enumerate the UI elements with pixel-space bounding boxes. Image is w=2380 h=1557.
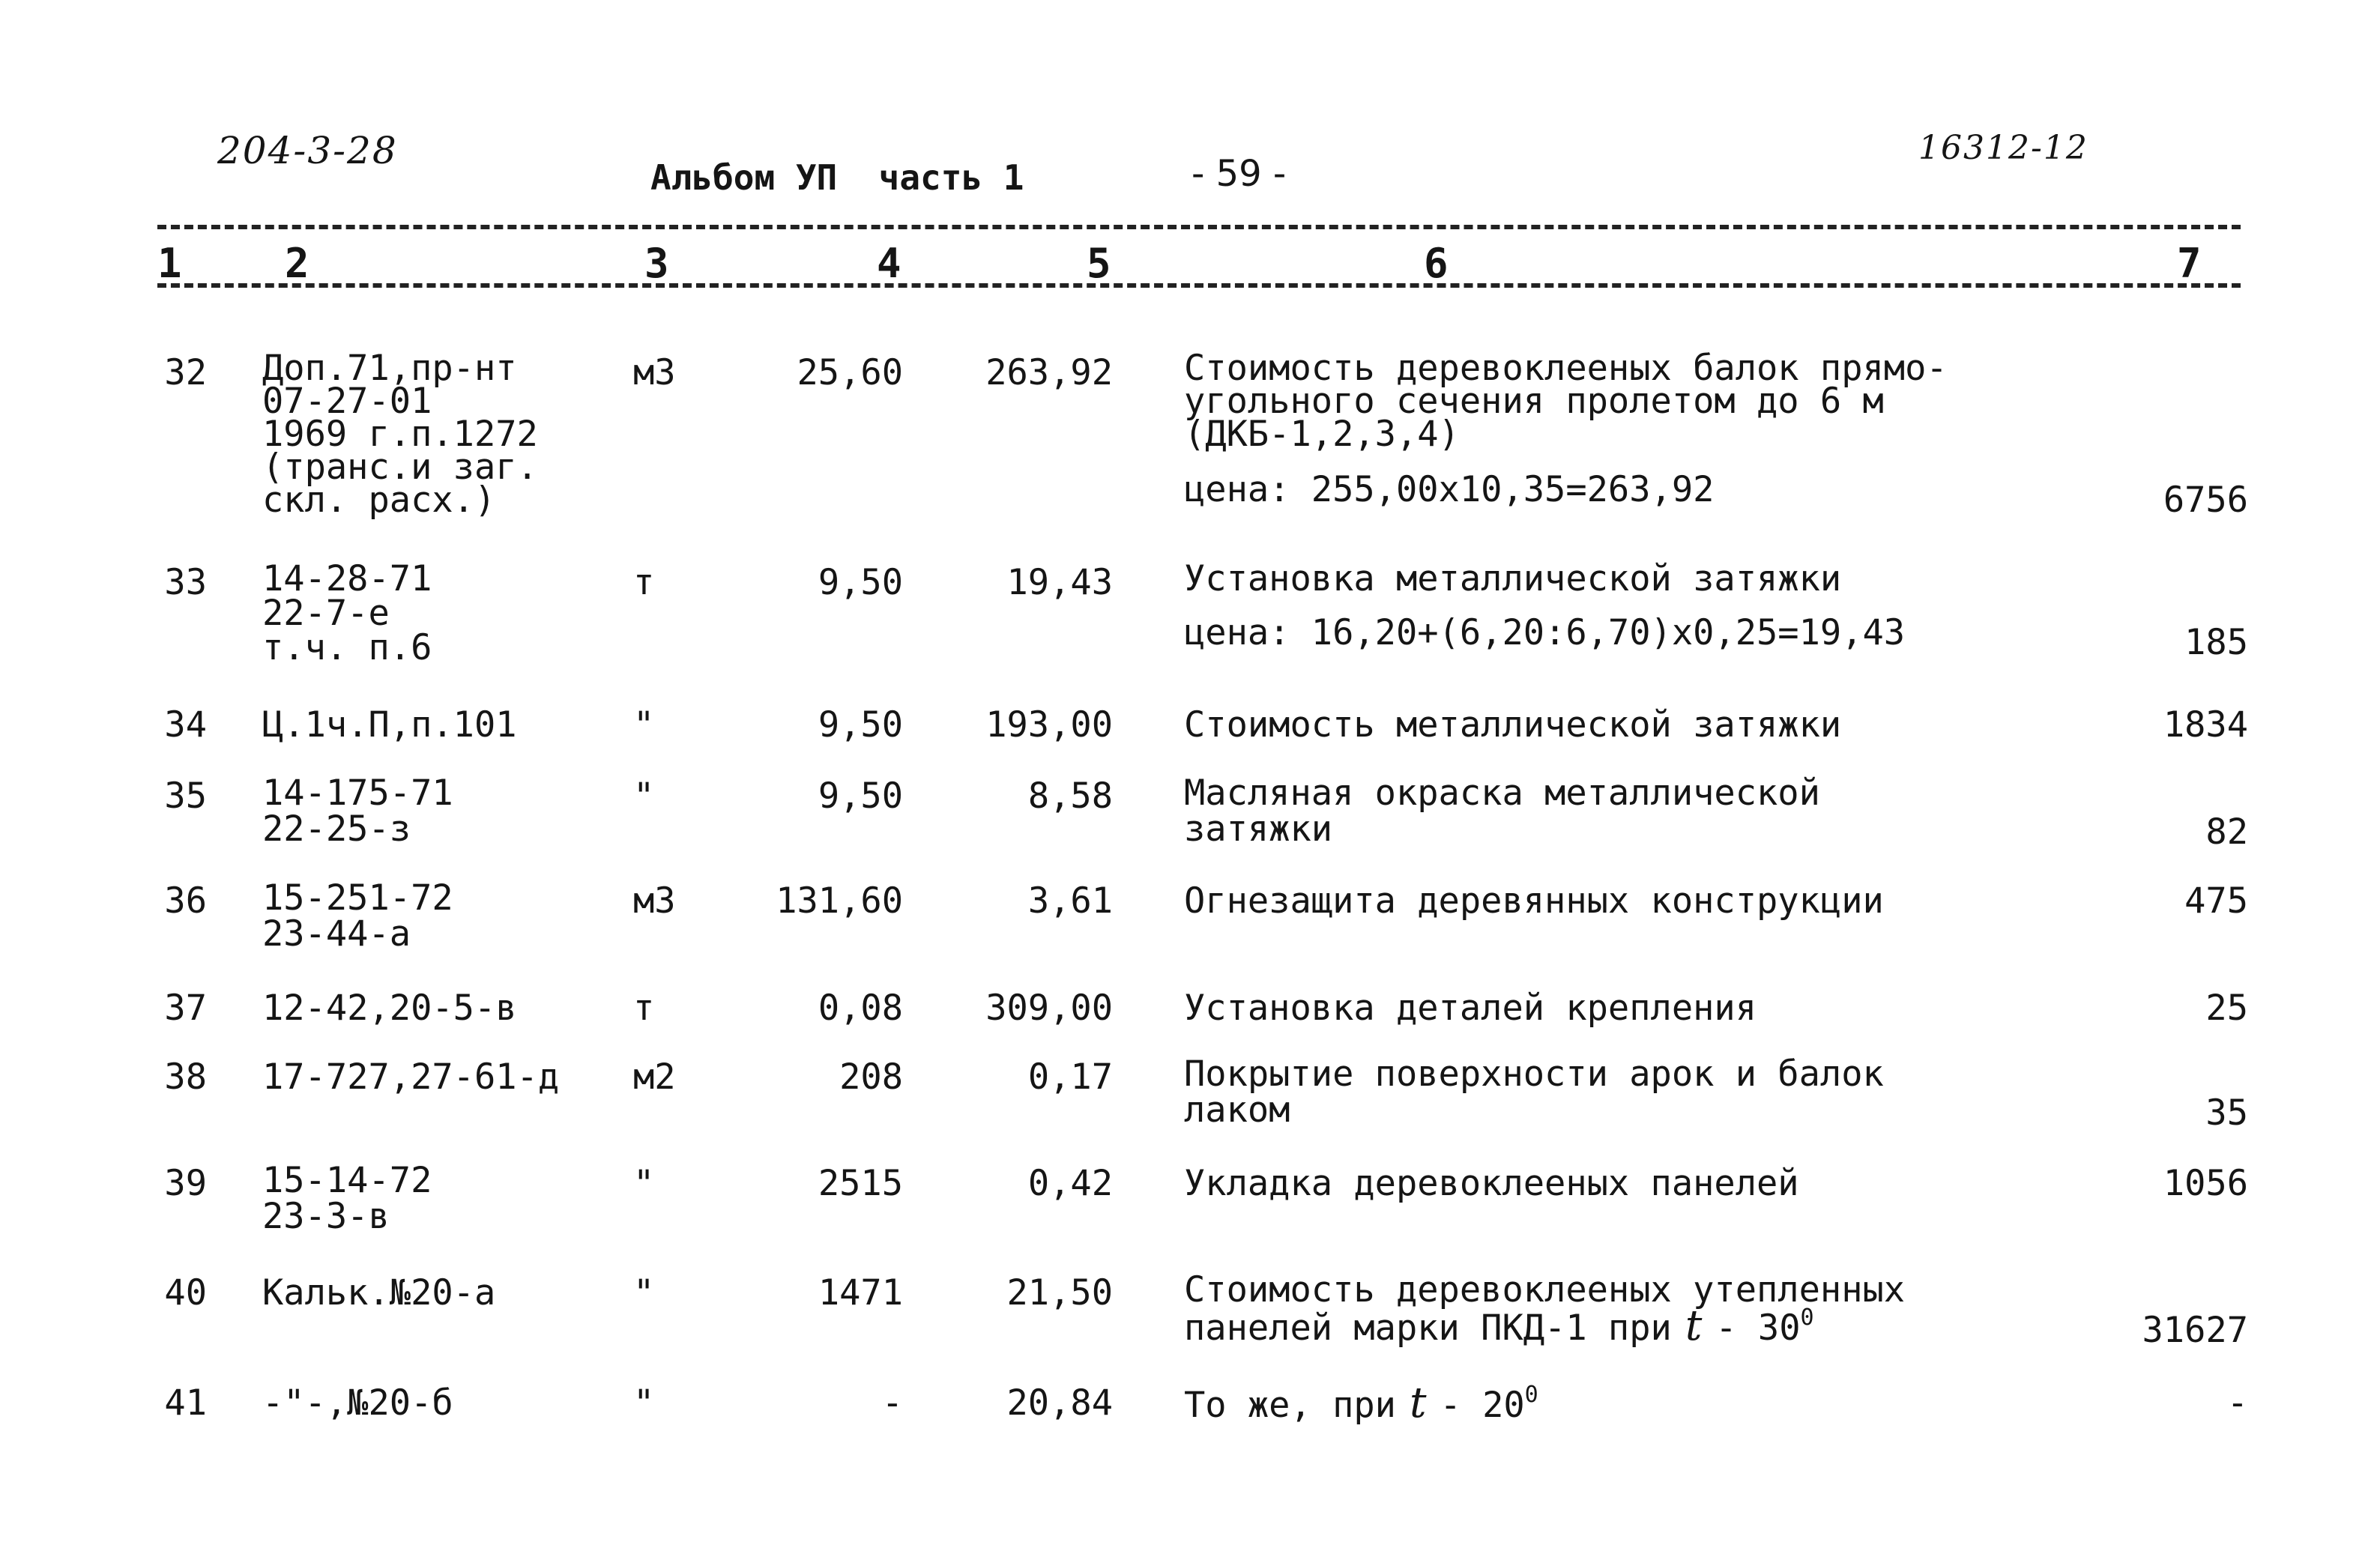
row-unit-price: 3,61 — [1027, 880, 1113, 922]
row-quantity: 9,50 — [818, 776, 903, 817]
row-description: То же, при t - $20^0$ — [1184, 1379, 1538, 1427]
row-number: 36 — [164, 880, 207, 922]
row-reference: Кальк.№20-а — [262, 1272, 496, 1313]
row-unit: т — [633, 562, 655, 603]
row-unit: м2 — [633, 1056, 676, 1098]
row-total: 35 — [2205, 1092, 2248, 1134]
row-reference: 15-251-72 23-44-а — [262, 877, 453, 955]
header-rule-top — [157, 225, 2241, 229]
row-number: 40 — [164, 1272, 207, 1313]
row-reference: 15-14-72 23-3-в — [262, 1160, 432, 1237]
row-total: 475 — [2184, 880, 2248, 922]
row-unit: т — [633, 988, 655, 1029]
row-number: 37 — [164, 988, 207, 1029]
row-reference: Ц.1ч.П,п.101 — [262, 704, 517, 746]
row-reference: 14-175-71 22-25-з — [262, 773, 453, 850]
temperature-symbol: t — [1685, 1301, 1703, 1350]
row-unit-price: 0,42 — [1027, 1163, 1113, 1204]
row-unit: " — [633, 704, 655, 746]
row-number: 41 — [164, 1382, 207, 1424]
document-code: 204-3-28 — [217, 129, 398, 172]
row-total: 6756 — [2163, 480, 2248, 521]
row-quantity: 9,50 — [818, 562, 903, 603]
row-number: 35 — [164, 776, 207, 817]
column-number-4: 4 — [877, 240, 901, 287]
row-total: 31627 — [2142, 1310, 2248, 1351]
row-unit-price: 8,58 — [1027, 776, 1113, 817]
row-description: Стоимость деревоклееных балок прямо- угольного сечения пролетом до 6 м (ДКБ-1,2,3,4) цена: 255,00х10,35=263,92 — [1184, 348, 1948, 510]
row-unit-price: 0,17 — [1027, 1056, 1113, 1098]
row-unit: " — [633, 776, 655, 817]
row-unit-price: 20,84 — [1006, 1382, 1113, 1424]
temperature-symbol: t — [1409, 1379, 1427, 1427]
row-description: Укладка деревоклееных панелей — [1184, 1163, 1799, 1204]
row-number: 39 — [164, 1163, 207, 1204]
row-quantity: 1471 — [818, 1272, 903, 1313]
row-quantity: 131,60 — [776, 880, 903, 922]
row-description: Масляная окраска металлической затяжки — [1184, 773, 1820, 850]
page-number: - 59 - — [1191, 153, 1287, 195]
row-description: Установка деталей крепления — [1184, 988, 1757, 1029]
row-number: 33 — [164, 562, 207, 603]
row-unit-price: 19,43 — [1006, 562, 1113, 603]
column-number-1: 1 — [157, 240, 182, 287]
column-number-7: 7 — [2177, 240, 2202, 287]
row-number: 38 — [164, 1056, 207, 1098]
row-unit-price: 263,92 — [985, 352, 1113, 393]
row-quantity: 25,60 — [797, 352, 903, 393]
row-unit-price: 21,50 — [1006, 1272, 1113, 1313]
row-quantity: 208 — [839, 1056, 903, 1098]
column-number-6: 6 — [1424, 240, 1449, 287]
row-description: Огнезащита деревянных конструкции — [1184, 880, 1884, 922]
row-unit-price: 309,00 — [985, 988, 1113, 1029]
row-total: 25 — [2205, 988, 2248, 1029]
row-description: Стоимость металлической затяжки — [1184, 704, 1842, 746]
row-total: 1834 — [2163, 704, 2248, 746]
row-description: Установка металлической затяжки цена: 16,20+(6,20:6,70)х0,25=19,43 — [1184, 558, 1906, 653]
row-description: Покрытие поверхности арок и балок лаком — [1184, 1053, 1884, 1131]
row-reference: 14-28-71 22-7-е т.ч. п.6 — [262, 558, 432, 668]
row-number: 32 — [164, 352, 207, 393]
header-rule-bottom — [157, 283, 2241, 288]
column-number-3: 3 — [644, 240, 669, 287]
column-number-5: 5 — [1087, 240, 1111, 287]
row-reference: Доп.71,пр-нт 07-27-01 1969 г.п.1272 (транс.и заг. скл. расх.) — [262, 348, 538, 521]
row-number: 34 — [164, 704, 207, 746]
row-quantity: - — [881, 1382, 903, 1424]
row-quantity: 0,08 — [818, 988, 903, 1029]
row-total: 82 — [2205, 811, 2248, 853]
row-description: Стоимость деревоклееных утепленных панелей марки ПКД-1 при t - $30^0$ — [1184, 1269, 1906, 1350]
column-number-2: 2 — [285, 240, 309, 287]
row-unit: м3 — [633, 880, 676, 922]
row-unit: м3 — [633, 352, 676, 393]
row-reference: 12-42,20-5-в — [262, 988, 517, 1029]
row-total: 185 — [2184, 622, 2248, 663]
row-unit: " — [633, 1163, 655, 1204]
row-unit: " — [633, 1382, 655, 1424]
row-quantity: 2515 — [818, 1163, 903, 1204]
row-total: - — [2226, 1382, 2248, 1424]
row-quantity: 9,50 — [818, 704, 903, 746]
row-reference: -"-,№20-б — [262, 1382, 453, 1424]
album-title: Альбом УП часть 1 — [650, 157, 1024, 198]
sheet-code: 16312-12 — [1918, 129, 2088, 167]
row-reference: 17-727,27-61-д — [262, 1056, 560, 1098]
row-total: 1056 — [2163, 1163, 2248, 1204]
row-unit-price: 193,00 — [985, 704, 1113, 746]
row-unit: " — [633, 1272, 655, 1313]
